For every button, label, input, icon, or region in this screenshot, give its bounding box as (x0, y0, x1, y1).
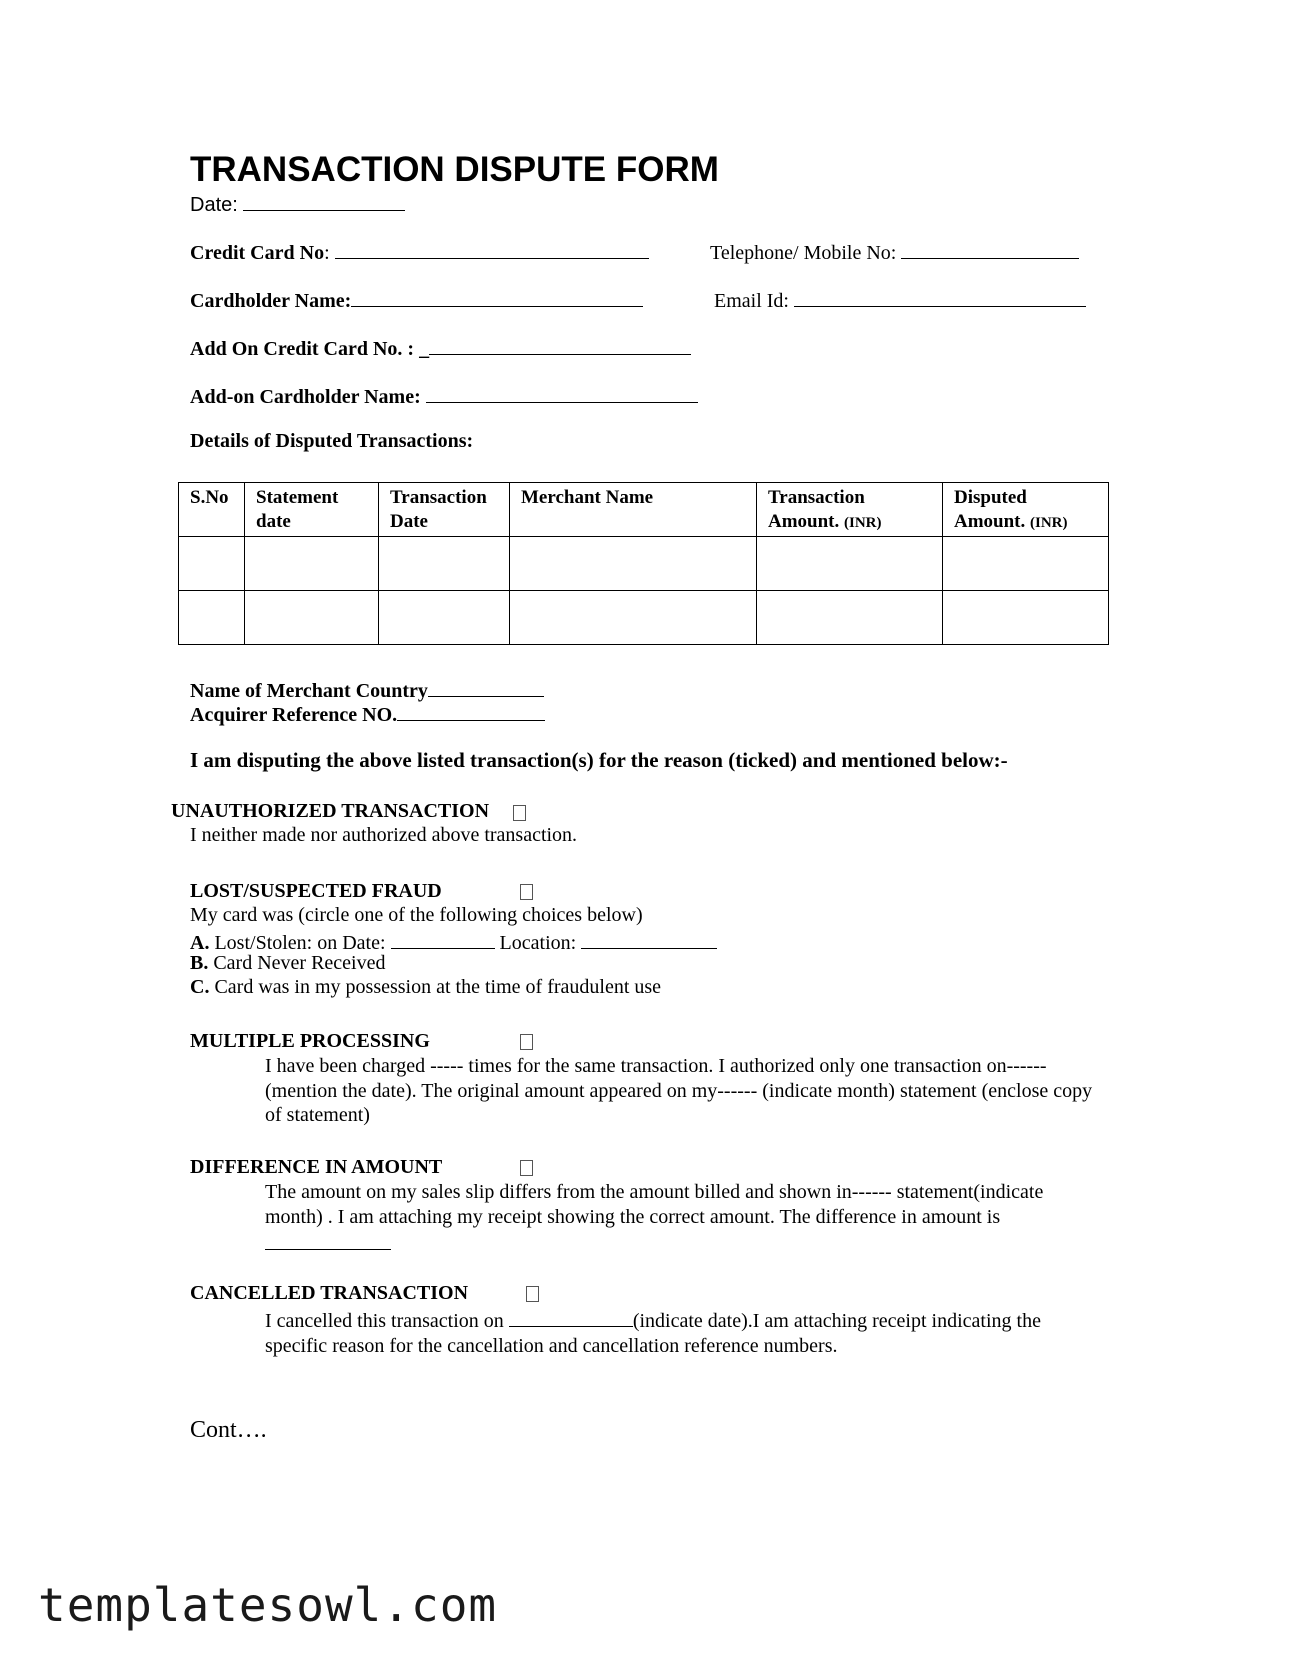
option-a-location: Location: (499, 932, 577, 954)
continued-label: Cont…. (190, 1417, 267, 1443)
unauthorized-checkbox[interactable] (513, 805, 526, 821)
multiple-text: I have been charged ----- times for the same transaction. I authorized only one transaction on------ (mention the date). The original amount appeared on my------ (indicate month) statement (enclose copy of statement) (265, 1055, 1093, 1126)
multiple-title: MULTIPLE PROCESSING (190, 1030, 430, 1052)
lost-checkbox[interactable] (520, 884, 533, 900)
acquirer-ref-field (190, 700, 545, 727)
lost-title: LOST/SUSPECTED FRAUD (190, 880, 442, 902)
lost-location-blank[interactable] (581, 928, 717, 949)
header-transaction-amount (757, 483, 943, 537)
option-c-letter: C. (190, 976, 210, 998)
table-row (179, 591, 1109, 645)
acquirer-ref-label: Acquirer Reference NO. (190, 704, 398, 726)
addon-cardholder-blank[interactable] (426, 382, 698, 403)
lost-line1: My card was (circle one of the following choices below) (190, 904, 643, 926)
credit-card-colon: : (324, 242, 330, 264)
unauthorized-title: UNAUTHORIZED TRANSACTION (171, 800, 490, 822)
table-cell[interactable] (510, 537, 757, 591)
difference-checkbox[interactable] (520, 1160, 533, 1176)
cancelled-date-blank[interactable] (509, 1306, 633, 1327)
header-sno: S.No (179, 483, 245, 537)
reason-heading: I am disputing the above listed transaction(s) for the reason (ticked) and mentioned below:- (190, 748, 1008, 772)
option-a-letter: A. (190, 932, 210, 954)
cardholder-blank[interactable] (351, 286, 643, 307)
watermark: templatesowl.com (38, 1578, 498, 1632)
table-cell[interactable] (245, 537, 379, 591)
difference-title: DIFFERENCE IN AMOUNT (190, 1156, 443, 1178)
email-field (714, 286, 1086, 313)
merchant-country-label: Name of Merchant Country (190, 680, 428, 702)
header-transaction-amount-unit: (INR) (844, 515, 882, 531)
option-c-text: Card was in my possession at the time of fraudulent use (214, 976, 662, 998)
disputed-transactions-table (178, 482, 1109, 645)
telephone-blank[interactable] (901, 238, 1079, 259)
lost-option-b (190, 952, 385, 975)
table-cell[interactable] (757, 537, 943, 591)
cardholder-label: Cardholder Name: (190, 290, 352, 312)
table-row (179, 537, 1109, 591)
addon-cardholder-field (190, 382, 698, 409)
merchant-country-field (190, 676, 544, 703)
merchant-country-blank[interactable] (428, 676, 544, 697)
credit-card-label: Credit Card No (190, 242, 325, 264)
table-cell[interactable] (943, 591, 1109, 645)
cardholder-field (190, 286, 643, 313)
table-cell[interactable] (179, 591, 245, 645)
table-cell[interactable] (379, 591, 510, 645)
difference-text-body: The amount on my sales slip differs from the amount billed and shown in------ statement(indicate month) . I am attaching my receipt showing the correct amount. The difference in amount is (265, 1181, 1044, 1228)
cancelled-text-before: I cancelled this transaction on (265, 1310, 504, 1332)
addon-card-label: Add On Credit Card No. : (190, 338, 415, 360)
option-a-text: Lost/Stolen: on Date: (214, 932, 386, 954)
unauthorized-text: I neither made nor authorized above transaction. (190, 824, 578, 846)
email-blank[interactable] (794, 286, 1086, 307)
cancelled-text-after: (indicate date).I am attaching receipt indicating the specific reason for the cancellation and cancellation reference numbers. (265, 1310, 1041, 1357)
difference-text (265, 1180, 1105, 1257)
cancelled-text (265, 1306, 1105, 1358)
date-label: Date: (190, 194, 238, 216)
header-transaction-date: Transaction Date (379, 483, 510, 537)
credit-card-field (190, 238, 649, 265)
telephone-label: Telephone/ Mobile No: (710, 242, 897, 264)
header-disputed-amount (943, 483, 1109, 537)
details-heading: Details of Disputed Transactions: (190, 430, 474, 452)
table-header-row (179, 483, 1109, 537)
lost-option-c (190, 976, 661, 999)
header-transaction-amount-label: Transaction Amount. (768, 487, 865, 532)
table-cell[interactable] (245, 591, 379, 645)
lost-option-a (190, 928, 717, 955)
date-blank[interactable] (243, 190, 405, 211)
header-statement-date: Statement date (245, 483, 379, 537)
credit-card-blank[interactable] (335, 238, 649, 259)
acquirer-ref-blank[interactable] (397, 700, 545, 721)
header-disputed-amount-unit: (INR) (1030, 515, 1068, 531)
table-cell[interactable] (510, 591, 757, 645)
form-title: TRANSACTION DISPUTE FORM (190, 150, 719, 189)
addon-card-underscore: _ (419, 338, 430, 360)
email-label: Email Id: (714, 290, 789, 312)
cancelled-title: CANCELLED TRANSACTION (190, 1282, 469, 1304)
date-field (190, 190, 405, 217)
table-cell[interactable] (943, 537, 1109, 591)
addon-cardholder-label: Add-on Cardholder Name: (190, 386, 421, 408)
cancelled-checkbox[interactable] (526, 1286, 539, 1302)
telephone-field (710, 238, 1079, 265)
difference-blank[interactable] (265, 1229, 391, 1250)
lost-date-blank[interactable] (391, 928, 495, 949)
header-disputed-amount-label: Disputed Amount. (954, 487, 1027, 532)
header-merchant-name: Merchant Name (510, 483, 757, 537)
table-cell[interactable] (179, 537, 245, 591)
multiple-checkbox[interactable] (520, 1034, 533, 1050)
option-b-letter: B. (190, 952, 209, 974)
option-b-text: Card Never Received (213, 952, 386, 974)
table-cell[interactable] (379, 537, 510, 591)
addon-card-field (190, 334, 691, 361)
addon-card-blank[interactable] (429, 334, 691, 355)
table-cell[interactable] (757, 591, 943, 645)
